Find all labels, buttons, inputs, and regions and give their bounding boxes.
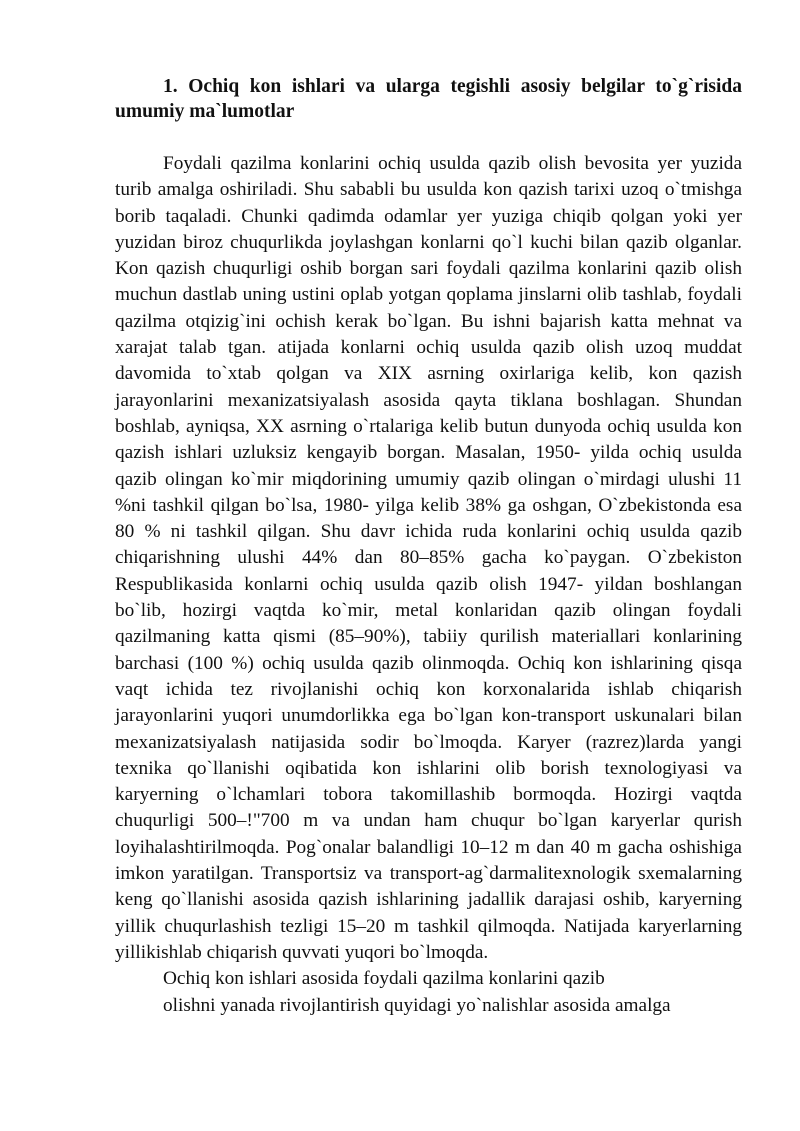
section-heading-text: 1. Ochiq kon ishlari va ularga tegishli asosiy belgilar to`g`risida umumiy ma`lumotlar [115, 76, 742, 122]
section-heading [115, 74, 742, 124]
document-body [115, 151, 742, 1019]
body-line: olishni yanada rivojlantirish quyidagi yo`nalishlar asosida amalga [163, 994, 671, 1016]
body-line: Ochiq kon ishlari asosida foydali qazilma konlarini qazib [163, 968, 605, 990]
body-paragraph: Foydali qazilma konlarini ochiq usulda qazib olish bevosita yer yuzida turib amalga oshiriladi. Shu sababli bu usulda kon qazish tarixi uzoq o`tmishga borib taqaladi. Chunki qadimda odamlar yer yuziga chiqib qolgan yoki yer yuzidan biroz chuqurlikda joylashgan konlarni qo`l kuchi bilan qazib olganlar. Kon qazish chuqurligi oshib borgan sari foydali qazilma konlarini qazib olish muchun dastlab uning ustini oplab yotgan qoplama jinslarni olib tashlab, foydali qazilma otqizig`ini ochish kerak bo`lgan. Bu ishni bajarish katta mehnat va xarajat talab tgan. atijada konlarni ochiq usulda qazib olish uzoq muddat davomida to`xtab qolgan va XIX asrning oxirlariga kelib, kon qazish jarayonlarini mexanizatsiyalash asosida qayta tiklana boshlagan. Shundan boshlab, ayniqsa, XX asrning o`rtalariga kelib butun dunyoda ochiq usulda kon qazish ishlari uzluksiz kengayib borgan. Masalan, 1950- yilda ochiq usulda qazib olingan ko`mir miqdorining umumiy qazib olingan o`mirdagi ulushi 11 %ni tashkil qilgan bo`lsa, 1980- yilga kelib 38% ga oshgan, O`zbekistonda esa 80 % ni tashkil qilgan. Shu davr ichida ruda konlarini ochiq usulda qazib chiqarishning ulushi 44% dan 80–85% gacha ko`paygan. O`zbekiston Respublikasida konlarni ochiq usulda qazib olish 1947- yildan boshlangan bo`lib, hozirgi vaqtda ko`mir, metal konlaridan qazib olingan foydali qazilmaning katta qismi (85–90%), tabiiy qurilish materiallari konlarining barchasi (100 %) ochiq usulda qazib olinmoqda. Ochiq kon ishlarining qisqa vaqt ichida tez rivojlanishi ochiq kon korxonalarida ishlab chiqarish jarayonlarini yuqori unumdorlikka ega bo`lgan kon-transport uskunalari bilan mexanizatsiyalash natijasida sodir bo`lmoqda. Karyer (razrez)larda yangi texnika qo`llanishi oqibatida kon ishlarini olib borish texnologiyasi va karyerning o`lchamlari tobora takomillashib bormoqda. Hozirgi vaqtda chuqurligi 500–!"700 m va undan ham chuqur bo`lgan karyerlar qurish loyihalashtirilmoqda. Pog`onalar balandligi 10–12 m dan 40 m gacha oshishiga imkon yaratilgan. Transportsiz va transport-ag`darmalitexnologik sxemalarning keng qo`llanishi asosida qazish ishlarining jadallik darajasi oshib, karyerning yillik chuqurlashish tezligi 15–20 m tashkil qilmoqda. Natijada karyerlarning yillikishlab chiqarish quvvati yuqori bo`lmoqda. [115, 153, 742, 963]
